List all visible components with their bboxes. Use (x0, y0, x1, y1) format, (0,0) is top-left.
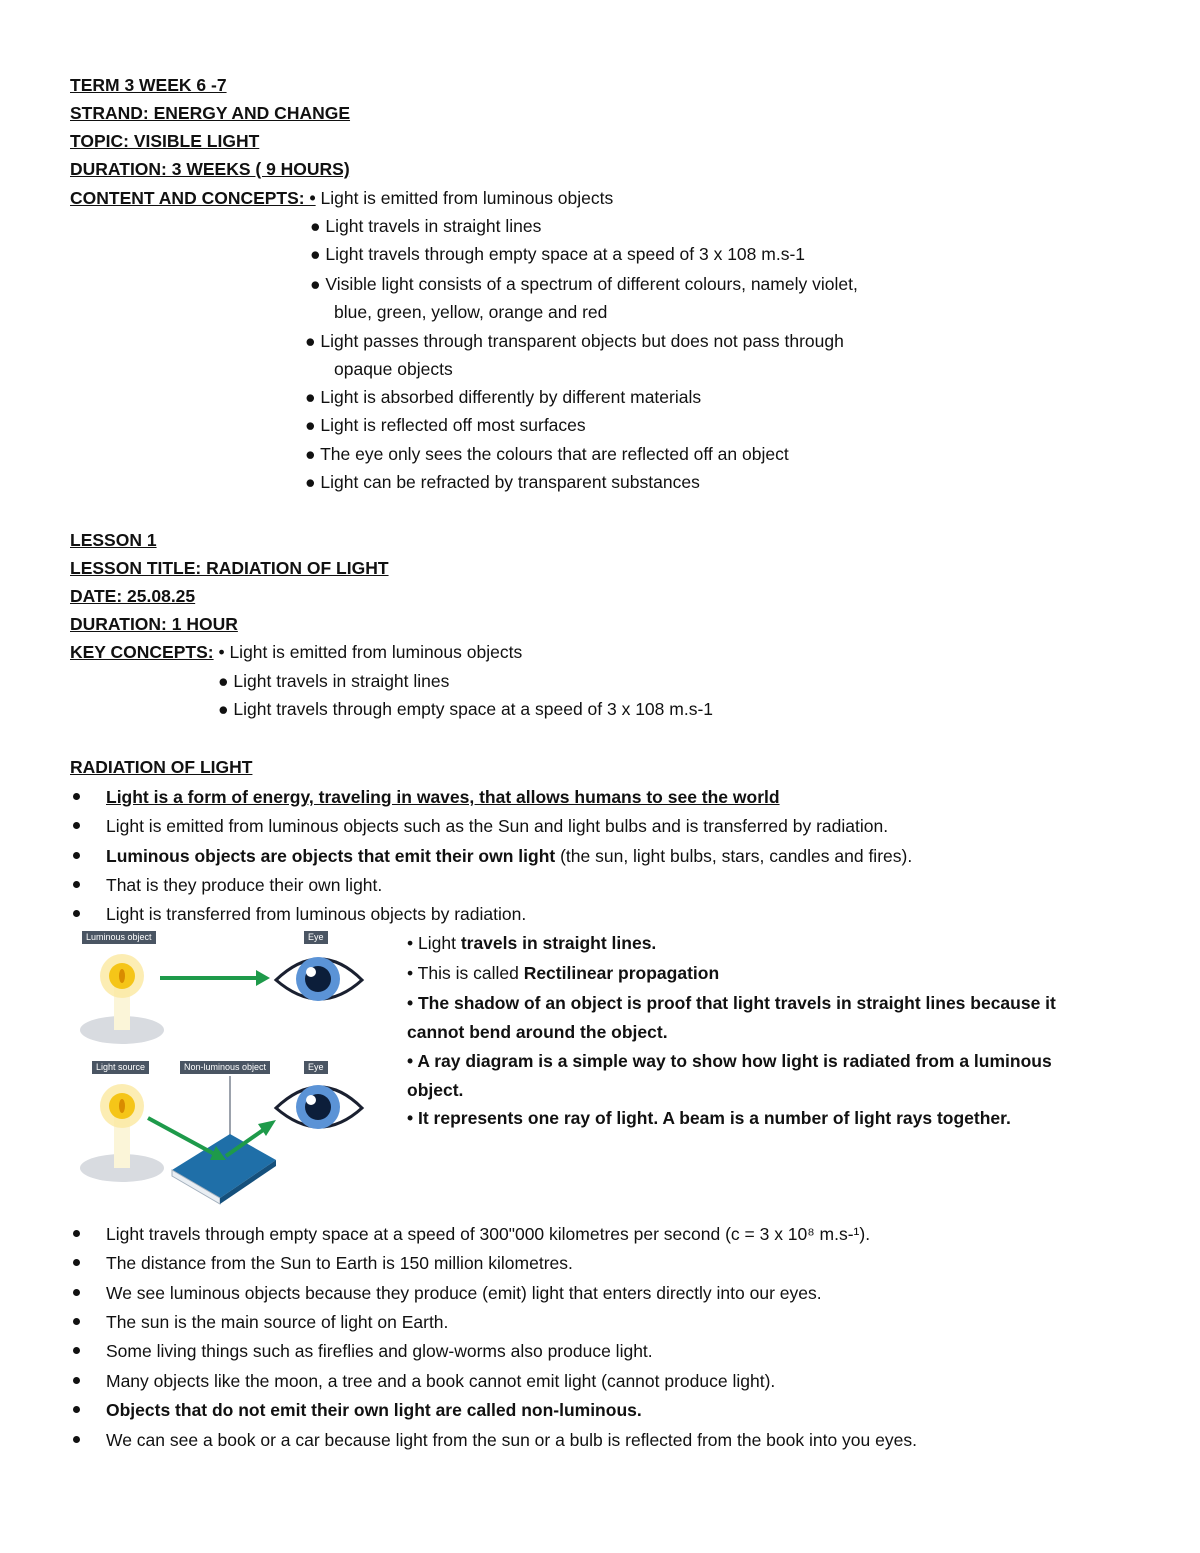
label-non-luminous-object: Non-luminous object (180, 1061, 270, 1074)
diagram-artwork (80, 928, 370, 1208)
eye-icon (276, 957, 362, 1001)
content-item-cont: blue, green, yellow, orange and red (334, 302, 608, 322)
bullet-dot (73, 1436, 80, 1443)
candle-icon (80, 1084, 164, 1182)
side-bullet-1-pre: • Light (407, 933, 461, 953)
bullet-dot (73, 1406, 80, 1413)
content-concepts-label: CONTENT AND CONCEPTS: • (70, 188, 316, 208)
bullet-dot (73, 852, 80, 859)
lower-bullet-2: The distance from the Sun to Earth is 150 million kilometres. (106, 1253, 573, 1273)
lower-bullet-1: Light travels through empty space at a speed of 300"000 kilometres per second (c = 3 x 10⁸ m.s-¹). (106, 1224, 871, 1244)
lesson-number: LESSON 1 (70, 530, 157, 550)
bullet-dot (73, 1347, 80, 1354)
content-item: ● The eye only sees the colours that are reflected off an object (305, 444, 789, 464)
arrow-icon (160, 970, 270, 986)
radiation-bullet-3-rest: (the sun, light bulbs, stars, candles and fires). (555, 846, 913, 866)
key-concepts-line (70, 641, 522, 663)
side-bullet-2-bold: Rectilinear propagation (523, 963, 720, 983)
side-bullet-5: • It represents one ray of light. A beam is a number of light rays together. (407, 1108, 1011, 1128)
content-item: ● Light is reflected off most surfaces (305, 415, 586, 435)
label-eye: Eye (304, 931, 328, 944)
bullet-dot (73, 822, 80, 829)
bullet-dot (73, 1377, 80, 1384)
lesson-title: LESSON TITLE: RADIATION OF LIGHT (70, 558, 389, 578)
content-item: ● Light can be refracted by transparent substances (305, 472, 700, 492)
duration-heading: DURATION: 3 WEEKS ( 9 HOURS) (70, 159, 350, 179)
radiation-bullet-1: Light is a form of energy, traveling in waves, that allows humans to see the world (106, 787, 780, 807)
key-concepts-first: • Light is emitted from luminous objects (213, 642, 523, 662)
label-light-source: Light source (92, 1061, 149, 1074)
bullet-dot (73, 881, 80, 888)
content-concepts-first: Light is emitted from luminous objects (315, 188, 614, 208)
label-eye-2: Eye (304, 1061, 328, 1074)
content-item-cont: opaque objects (334, 359, 453, 379)
term-heading: TERM 3 WEEK 6 -7 (70, 75, 227, 95)
content-item: ● Light is absorbed differently by different materials (305, 387, 702, 407)
content-item: ● Light passes through transparent objects but does not pass through (305, 331, 844, 351)
radiation-bullet-3 (106, 845, 912, 867)
bullet-dot (73, 1318, 80, 1325)
content-concepts-line (70, 187, 613, 209)
label-luminous-object: Luminous object (82, 931, 156, 944)
side-bullet-1-bold: travels in straight lines. (460, 933, 657, 953)
radiation-bullet-3-bold: Luminous objects are objects that emit their own light (106, 846, 556, 866)
side-bullet-2-pre: • This is called (407, 963, 524, 983)
side-bullet-1 (407, 932, 656, 954)
candle-icon (80, 954, 164, 1044)
lesson-date: DATE: 25.08.25 (70, 586, 196, 606)
side-bullet-2 (407, 962, 719, 984)
bullet-dot (73, 910, 80, 917)
side-bullet-4-cont: object. (407, 1080, 464, 1100)
side-bullet-3-cont: cannot bend around the object. (407, 1022, 668, 1042)
light-diagram (80, 928, 370, 1208)
key-concepts-label: KEY CONCEPTS: (70, 642, 214, 662)
radiation-bullet-2: Light is emitted from luminous objects such as the Sun and light bulbs and is transferred by radiation. (106, 816, 889, 836)
key-concept-item: ● Light travels in straight lines (218, 671, 450, 691)
content-item: ● Visible light consists of a spectrum of different colours, namely violet, (310, 274, 858, 294)
bullet-dot (73, 793, 80, 800)
lower-bullet-8: We can see a book or a car because light from the sun or a bulb is reflected from the book into you eyes. (106, 1430, 917, 1450)
lower-bullet-4: The sun is the main source of light on Earth. (106, 1312, 449, 1332)
bullet-dot (73, 1289, 80, 1296)
lesson-duration: DURATION: 1 HOUR (70, 614, 238, 634)
topic-heading: TOPIC: VISIBLE LIGHT (70, 131, 260, 151)
book-icon (172, 1134, 276, 1204)
content-item: ● Light travels in straight lines (310, 216, 542, 236)
content-item: ● Light travels through empty space at a speed of 3 x 108 m.s-1 (310, 244, 806, 264)
lower-bullet-7: Objects that do not emit their own light are called non-luminous. (106, 1400, 642, 1420)
key-concept-item: ● Light travels through empty space at a speed of 3 x 108 m.s-1 (218, 699, 714, 719)
side-bullet-3: • The shadow of an object is proof that light travels in straight lines because it (407, 993, 1056, 1013)
lower-bullet-6: Many objects like the moon, a tree and a book cannot emit light (cannot produce light). (106, 1371, 776, 1391)
lower-bullet-3: We see luminous objects because they produce (emit) light that enters directly into our eyes. (106, 1283, 822, 1303)
eye-icon (276, 1085, 362, 1129)
side-bullet-4: • A ray diagram is a simple way to show how light is radiated from a luminous (407, 1051, 1052, 1071)
radiation-bullet-5: Light is transferred from luminous objects by radiation. (106, 904, 527, 924)
lower-bullet-5: Some living things such as fireflies and glow-worms also produce light. (106, 1341, 653, 1361)
radiation-bullet-4: That is they produce their own light. (106, 875, 383, 895)
radiation-heading: RADIATION OF LIGHT (70, 757, 253, 777)
bullet-dot (73, 1230, 80, 1237)
bullet-dot (73, 1259, 80, 1266)
strand-heading: STRAND: ENERGY AND CHANGE (70, 103, 351, 123)
